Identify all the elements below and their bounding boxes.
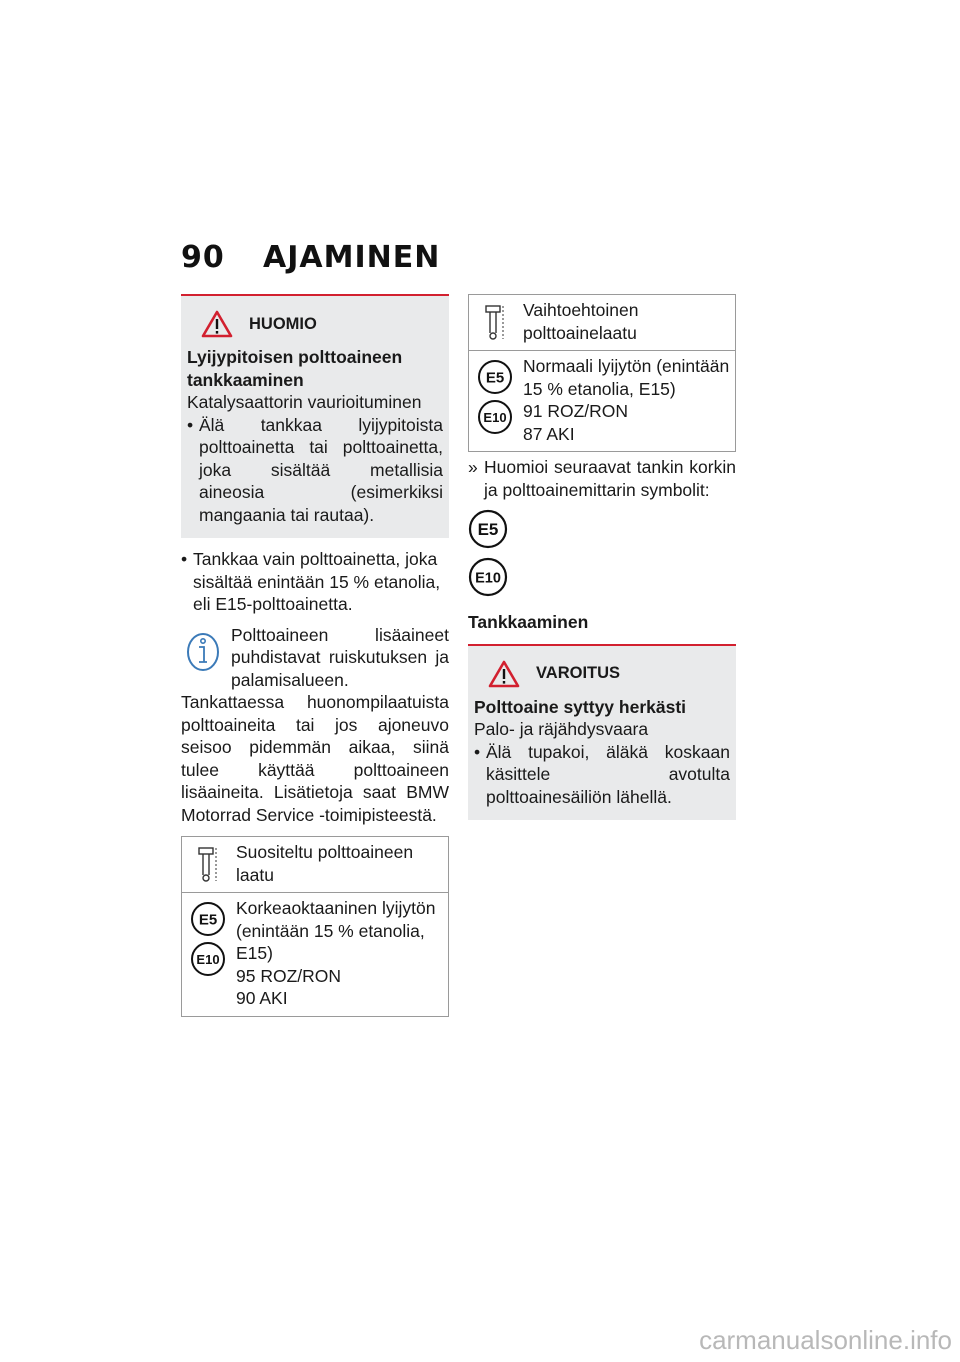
warning-triangle-icon (201, 310, 233, 338)
instruction-item (468, 456, 736, 501)
notice-heading: Polttoaine syttyy herkästi (474, 696, 687, 717)
warning-triangle-icon (488, 660, 520, 688)
page-number: 90 (181, 240, 225, 275)
e5-badge-icon (477, 359, 513, 395)
svg-text:E5: E5 (477, 520, 499, 539)
list-item (181, 548, 449, 616)
table-row (182, 892, 448, 1016)
table-cell: 91 ROZ/RON (523, 401, 629, 421)
instruction-text: Huomioi seuraavat tankin korkin ja polttoainemittarin symbolit: (484, 457, 736, 500)
fuel-pump-icon (193, 845, 223, 885)
e10-badge-icon (190, 941, 226, 977)
left-column (181, 294, 449, 1017)
notice-box (181, 294, 449, 538)
svg-text:E10: E10 (475, 570, 501, 587)
svg-text:E10: E10 (196, 952, 220, 967)
notice-bullet (474, 741, 730, 809)
table-cell: Normaali lyijytön (enintään 15 % etanolia, E15) (523, 356, 730, 399)
notice-bullet (187, 414, 443, 527)
notice-subheading: Katalysaattorin vaurioituminen (187, 392, 422, 412)
e5-badge-icon (190, 901, 226, 937)
table-cell: Vaihtoehtoinen polttoainelaatu (523, 300, 639, 343)
notice-title: VAROITUS (536, 664, 621, 683)
fuel-pump-icon (480, 303, 510, 343)
bullet-dot-icon: • (474, 741, 481, 762)
notice-bullet-text: Älä tankkaa lyijypitoista polttoainetta tai polttoainetta, joka sisältää metallisia aineosia (esimerkiksi mangaania tai rautaa). (199, 414, 443, 525)
page-header (181, 240, 440, 275)
notice-header (187, 310, 443, 338)
notice-subheading: Palo- ja räjähdysvaara (474, 719, 649, 739)
e10-badge-icon (477, 399, 513, 435)
table-row (182, 837, 448, 892)
notice-heading: Lyijypitoisen polttoaineen tankkaaminen (187, 347, 403, 390)
table-cell: 90 AKI (236, 988, 288, 1008)
instruction-arrow-icon: » (468, 457, 478, 477)
info-note (181, 624, 449, 827)
bullet-dot-icon: • (187, 414, 194, 435)
fuel-quality-table (181, 836, 449, 1017)
svg-text:E5: E5 (198, 911, 218, 929)
notice-header (474, 660, 730, 688)
table-cell: Korkeaoktaaninen lyijytön (enintään 15 % etanolia, E15) (236, 898, 436, 963)
svg-text:E5: E5 (485, 369, 505, 387)
right-column (468, 294, 736, 820)
fuel-quality-table (468, 294, 736, 452)
watermark: carmanualsonline.info (699, 1325, 952, 1355)
table-row (469, 350, 735, 451)
section-heading: Tankkaaminen (468, 612, 589, 632)
table-cell: 95 ROZ/RON (236, 965, 342, 986)
table-cell: Suositeltu polttoaineen laatu (236, 842, 414, 885)
e5-badge-icon (468, 509, 508, 549)
bullet-dot-icon: • (181, 549, 188, 569)
notice-title: HUOMIO (249, 314, 317, 333)
svg-text:E10: E10 (483, 410, 507, 425)
info-text: Polttoaineen lisäaineet puhdistavat ruiskutuksen ja palamisalueen. Tankattaessa huonompilaatuista polttoaineita tai jos ajoneuvo seisoo pidemmän aikaa, siinä tulee käyttää polttoaineen lisäaineita. Lisätietoja saat BMW Motorrad Service -toimipisteestä. (181, 624, 449, 825)
info-icon (185, 630, 221, 674)
page-title: AJAMINEN (263, 240, 441, 275)
table-row (469, 295, 735, 350)
warning-box (468, 644, 736, 821)
table-cell: 87 AKI (523, 423, 575, 444)
e10-badge-icon (468, 557, 508, 597)
list-item-text: Tankkaa vain polttoainetta, joka sisältää enintään 15 % etanolia, eli E15-polttoainetta. (193, 549, 441, 614)
notice-bullet-text: Älä tupakoi, äläkä koskaan käsittele avotulta polttoainesäiliön lähellä. (486, 741, 730, 807)
